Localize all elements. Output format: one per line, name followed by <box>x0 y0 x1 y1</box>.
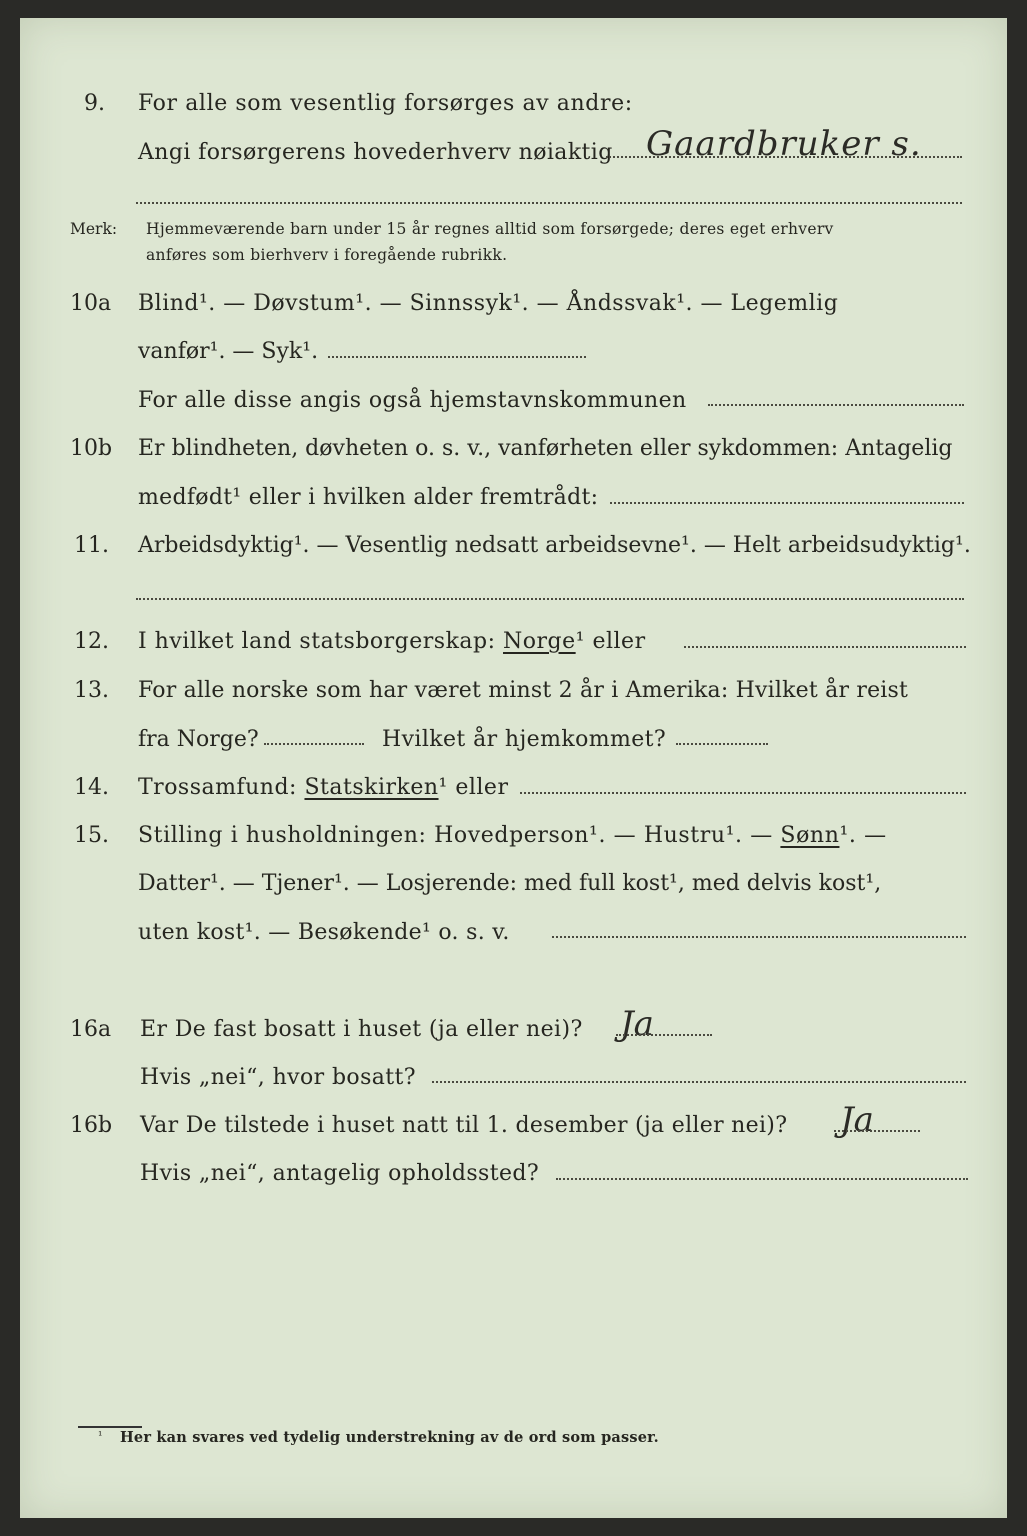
q15-line1-suffix: ¹. — <box>839 823 887 848</box>
q14-suffix: ¹ eller <box>438 775 509 800</box>
q10a-number: 10a <box>70 291 112 316</box>
q12-prompt: I hvilket land statsborgerskap: <box>138 629 496 654</box>
q13-line2b: Hvilket år hjemkommet? <box>382 727 667 752</box>
q16b-handwritten-answer: Ja <box>840 1100 874 1140</box>
q13-line2a: fra Norge? <box>138 727 259 752</box>
q15-answer-line <box>552 936 966 938</box>
q9-line2: Angi forsørgerens hovederhverv nøiaktig <box>138 140 613 165</box>
q12-norge-underlined: Norge <box>503 629 576 654</box>
q16a-residence-line <box>432 1081 966 1083</box>
q16a-number: 16a <box>70 1017 112 1042</box>
q10b-answer-line <box>610 502 964 504</box>
census-form-page <box>20 18 1007 1518</box>
q10b-line1: Er blindheten, døvheten o. s. v., vanførheten eller sykdommen: Antagelig <box>138 436 953 461</box>
q10a-line1: Blind¹. — Døvstum¹. — Sinnssyk¹. — Åndssvak¹. — Legemlig <box>138 291 839 316</box>
q15-line1-prompt: Stilling i husholdningen: Hovedperson¹. — Hustru¹. — <box>138 823 773 848</box>
q15-line2: Datter¹. — Tjener¹. — Losjerende: med full kost¹, med delvis kost¹, <box>138 871 882 896</box>
q10a-answer-line <box>328 356 586 358</box>
q10b-number: 10b <box>70 436 113 461</box>
q9-line1: For alle som vesentlig forsørges av andre: <box>138 91 633 116</box>
merk-line2: anføres som bierhverv i foregående rubrikk. <box>146 246 508 264</box>
footnote-mark: ¹ <box>98 1429 103 1442</box>
q13-hjemkommet-line <box>676 743 768 745</box>
q16b-line2: Hvis „nei“, antagelig opholdssted? <box>140 1161 540 1186</box>
q14-text <box>138 774 508 802</box>
q9-answer-line <box>606 156 962 158</box>
q14-number: 14. <box>74 775 109 800</box>
q16a-answer-line <box>616 1034 712 1036</box>
q16b-number: 16b <box>70 1113 113 1138</box>
q11-answer-line <box>136 598 964 600</box>
q13-reist-line <box>264 743 364 745</box>
q16a-line1: Er De fast bosatt i huset (ja eller nei)? <box>140 1017 583 1042</box>
q9-number: 9. <box>84 91 105 116</box>
q11-line1: Arbeidsdyktig¹. — Vesentlig nedsatt arbeidsevne¹. — Helt arbeidsudyktig¹. <box>138 533 971 558</box>
q12-suffix: ¹ eller <box>575 629 646 654</box>
q13-number: 13. <box>74 678 109 703</box>
q15-line3: uten kost¹. — Besøkende¹ o. s. v. <box>138 920 510 945</box>
q10b-line2: medfødt¹ eller i hvilken alder fremtrådt: <box>138 485 599 510</box>
q14-answer-line <box>520 792 966 794</box>
q16b-answer-line <box>834 1130 920 1132</box>
q13-line1: For alle norske som har været minst 2 år i Amerika: Hvilket år reist <box>138 678 909 703</box>
q11-number: 11. <box>74 533 109 558</box>
q16a-handwritten-answer: Ja <box>620 1004 654 1044</box>
q10a-line2: vanfør¹. — Syk¹. <box>138 339 319 364</box>
q14-prompt: Trossamfund: <box>138 775 297 800</box>
q12-text <box>138 628 646 656</box>
q16a-line2: Hvis „nei“, hvor bosatt? <box>140 1065 416 1090</box>
q15-line1 <box>138 822 887 850</box>
footnote-text: Her kan svares ved tydelig understrekning av de ord som passer. <box>120 1429 659 1446</box>
q15-sonn-underlined: Sønn <box>780 823 840 848</box>
q15-number: 15. <box>74 823 109 848</box>
q16b-line1: Var De tilstede i huset natt til 1. desember (ja eller nei)? <box>140 1113 788 1138</box>
q12-number: 12. <box>74 629 109 654</box>
q14-statskirken-underlined: Statskirken <box>304 775 439 800</box>
q10a-hometown-line <box>708 404 964 406</box>
merk-label: Merk: <box>70 220 118 238</box>
q9-handwritten-answer: Gaardbruker s. <box>646 124 922 164</box>
q12-answer-line <box>684 646 966 648</box>
merk-line1: Hjemmeværende barn under 15 år regnes alltid som forsørgede; deres eget erhverv <box>146 220 834 238</box>
q9-extra-line <box>136 202 962 204</box>
q16b-location-line <box>556 1178 968 1180</box>
q10a-line3: For alle disse angis også hjemstavnskommunen <box>138 388 687 413</box>
